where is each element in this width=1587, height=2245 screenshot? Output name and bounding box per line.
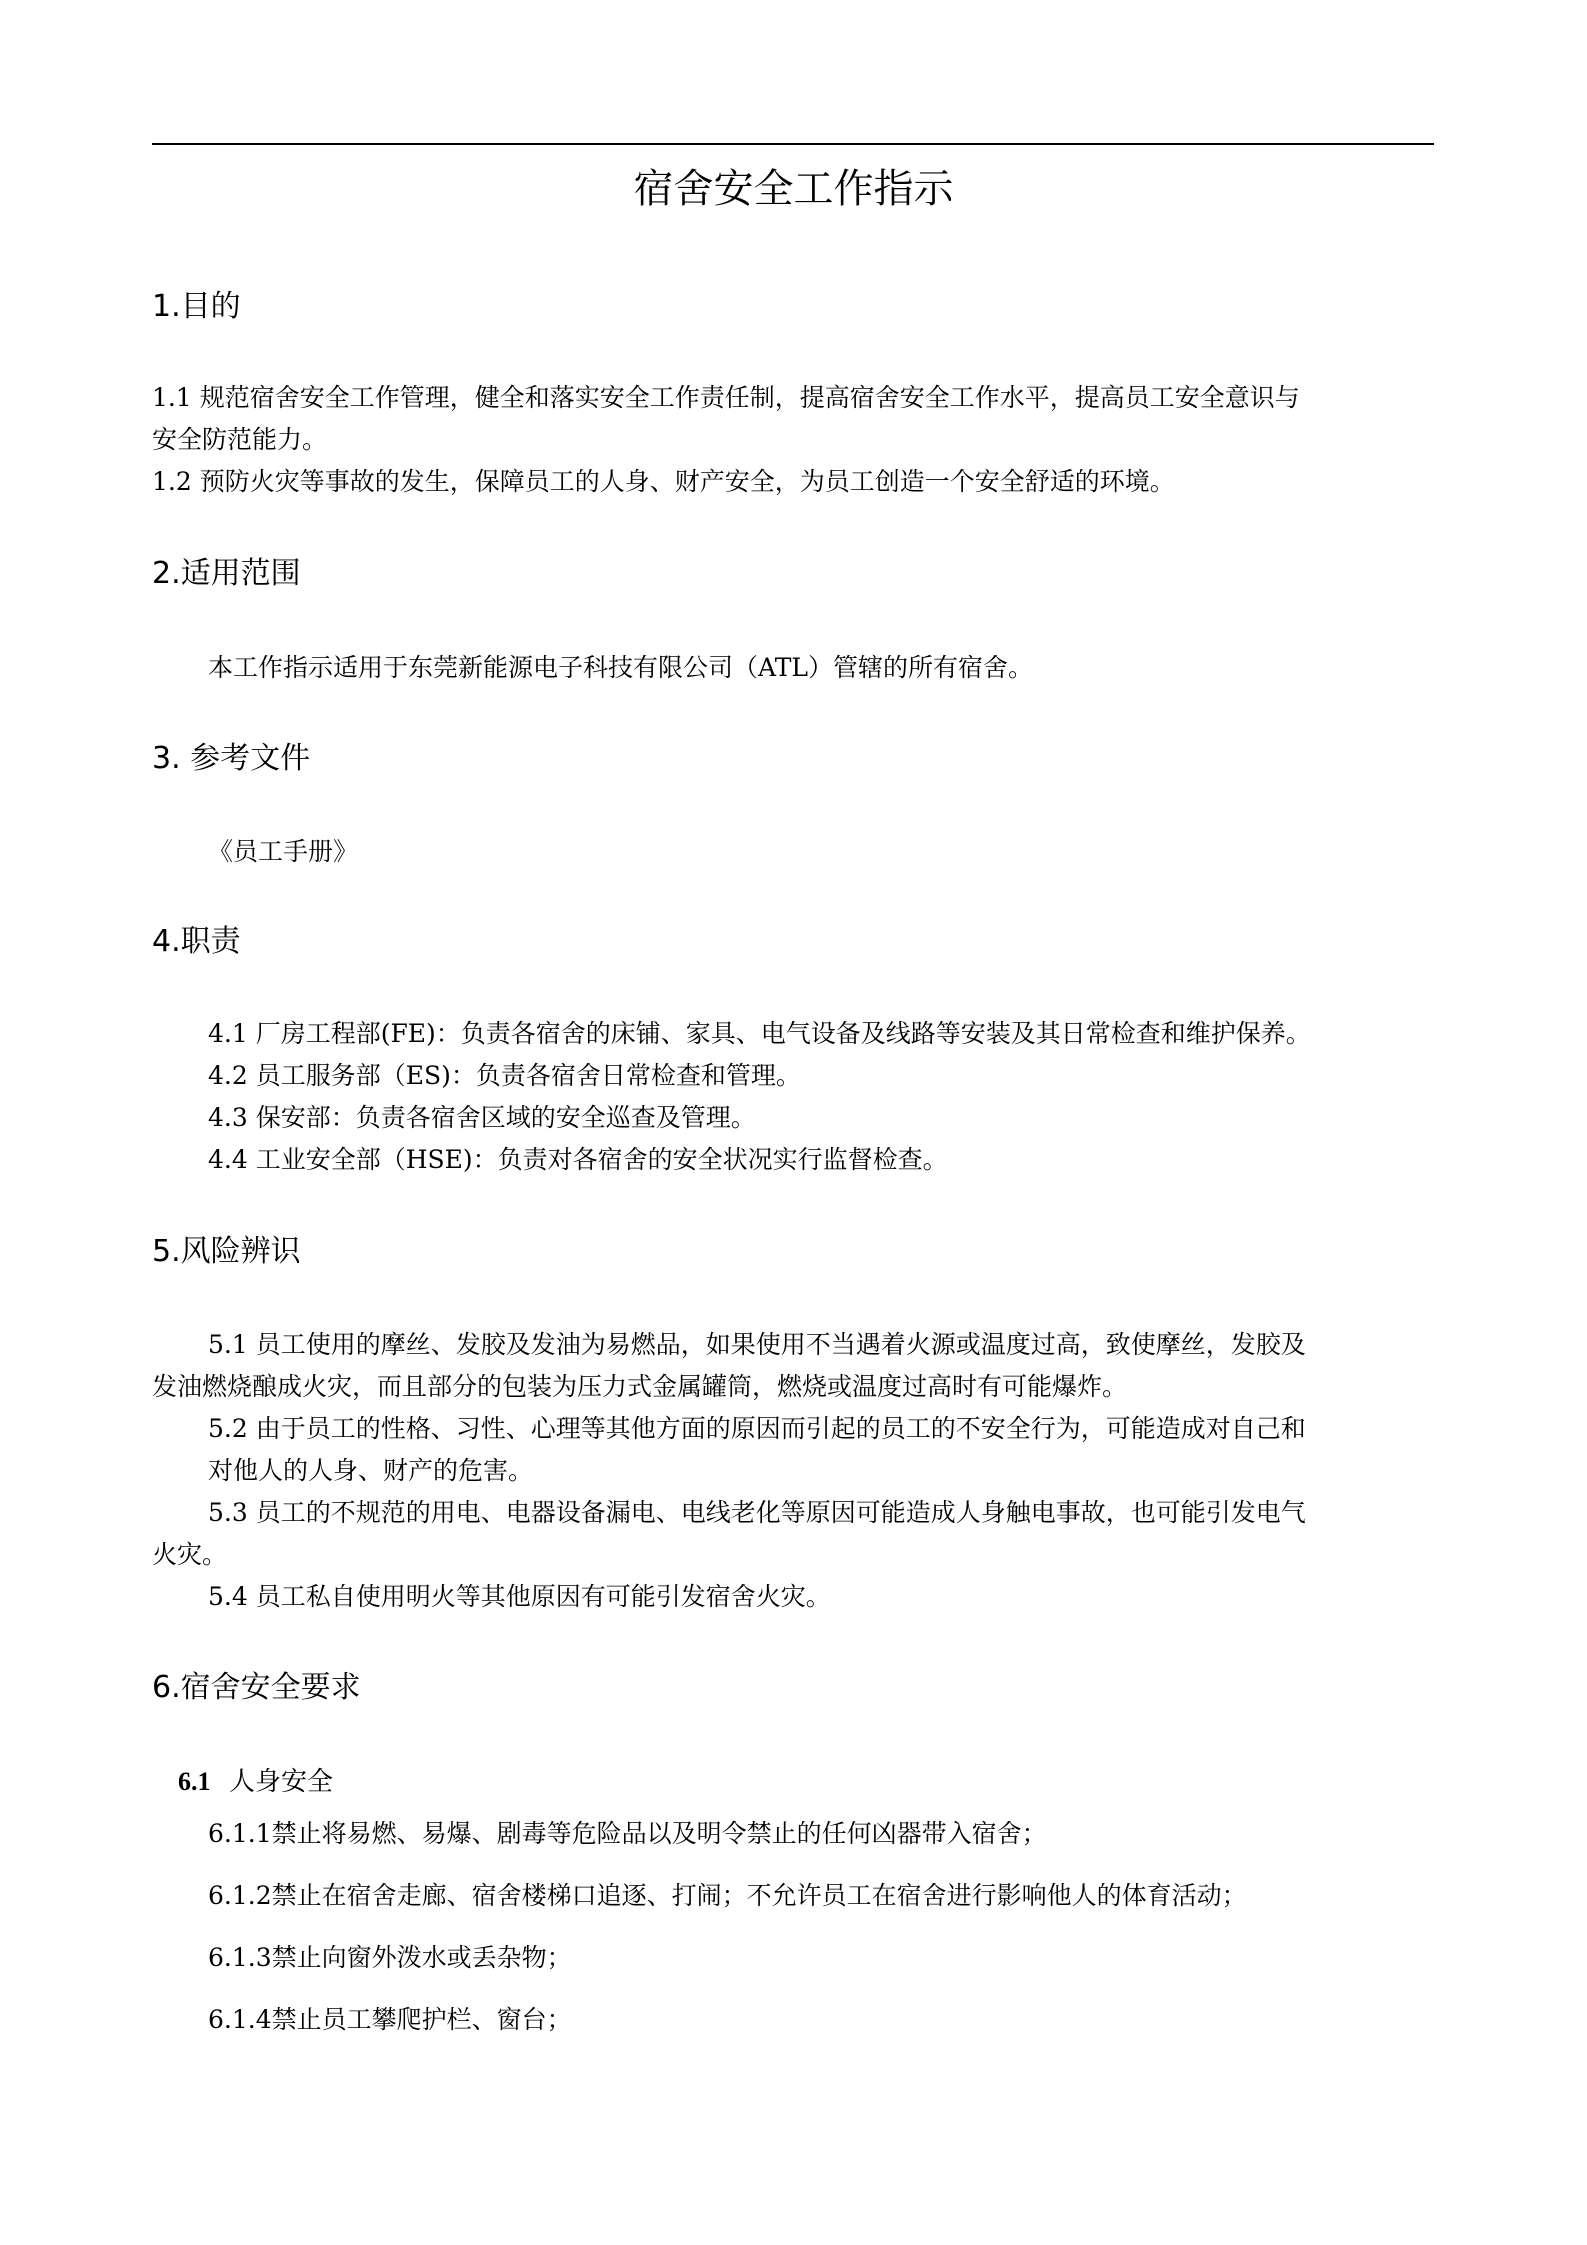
section-5-paragraph-3-line-1: 5.3 员工的不规范的用电、电器设备漏电、电线老化等原因可能造成人身触电事故，也可能引发电气 (208, 1498, 1306, 1527)
section-2-paragraph: 本工作指示适用于东莞新能源电子科技有限公司（ATL）管辖的所有宿舍。 (208, 653, 1033, 682)
section-3-paragraph: 《员工手册》 (208, 837, 359, 866)
section-4-heading: 4.职责 (152, 924, 241, 959)
section-2-heading: 2.适用范围 (152, 556, 301, 591)
section-5-paragraph-4: 5.4 员工私自使用明火等其他原因有可能引发宿舍火灾。 (208, 1582, 831, 1611)
section-5-paragraph-1-line-2: 发油燃烧酿成火灾，而且部分的包装为压力式金属罐筒，燃烧或温度过高时有可能爆炸。 (152, 1372, 1128, 1401)
section-1-paragraph-1-line-2: 安全防范能力。 (152, 425, 328, 454)
document-title: 宿舍安全工作指示 (633, 166, 954, 212)
section-4-item: 4.4 工业安全部（HSE)：负责对各宿舍的安全状况实行监督检查。 (208, 1145, 948, 1174)
section-4-item: 4.1 厂房工程部(FE)：负责各宿舍的床铺、家具、电气设备及线路等安装及其日常检查和维护保养。 (208, 1019, 1311, 1048)
section-5-paragraph-2-line-1: 5.2 由于员工的性格、习性、心理等其他方面的原因而引起的员工的不安全行为，可能造成对自己和 (208, 1414, 1306, 1443)
section-5-paragraph-3-line-2: 火灾。 (152, 1540, 228, 1569)
subsection-6-1-heading (178, 1762, 333, 1802)
section-3-heading: 3. 参考文件 (152, 741, 311, 776)
header-rule (152, 143, 1434, 145)
section-1-paragraph-2: 1.2 预防火灾等事故的发生，保障员工的人身、财产安全，为员工创造一个安全舒适的环境。 (152, 467, 1175, 496)
section-5-paragraph-2-line-2: 对他人的人身、财产的危害。 (208, 1456, 534, 1485)
subsection-number: 6.1 (178, 1767, 211, 1796)
section-5-paragraph-1-line-1: 5.1 员工使用的摩丝、发胶及发油为易燃品，如果使用不当遇着火源或温度过高，致使摩丝，发胶及 (208, 1330, 1306, 1359)
section-1-heading: 1.目的 (152, 289, 241, 324)
section-1-paragraph-1-line-1: 1.1 规范宿舍安全工作管理，健全和落实安全工作责任制，提高宿舍安全工作水平，提高员工安全意识与 (152, 383, 1300, 412)
section-4-item: 4.3 保安部：负责各宿舍区域的安全巡查及管理。 (208, 1103, 756, 1132)
section-6-item: 6.1.3禁止向窗外泼水或丢杂物； (208, 1943, 572, 1972)
section-6-item: 6.1.2禁止在宿舍走廊、宿舍楼梯口追逐、打闹；不允许员工在宿舍进行影响他人的体育活动； (208, 1881, 1247, 1910)
section-5-heading: 5.风险辨识 (152, 1234, 301, 1269)
section-6-item: 6.1.4禁止员工攀爬护栏、窗台； (208, 2005, 572, 2034)
section-6-item: 6.1.1禁止将易燃、易爆、剧毒等危险品以及明令禁止的任何凶器带入宿舍； (208, 1819, 1047, 1848)
section-6-heading: 6.宿舍安全要求 (152, 1670, 361, 1705)
section-4-item: 4.2 员工服务部（ES)：负责各宿舍日常检查和管理。 (208, 1061, 801, 1090)
subsection-title: 人身安全 (229, 1767, 334, 1797)
